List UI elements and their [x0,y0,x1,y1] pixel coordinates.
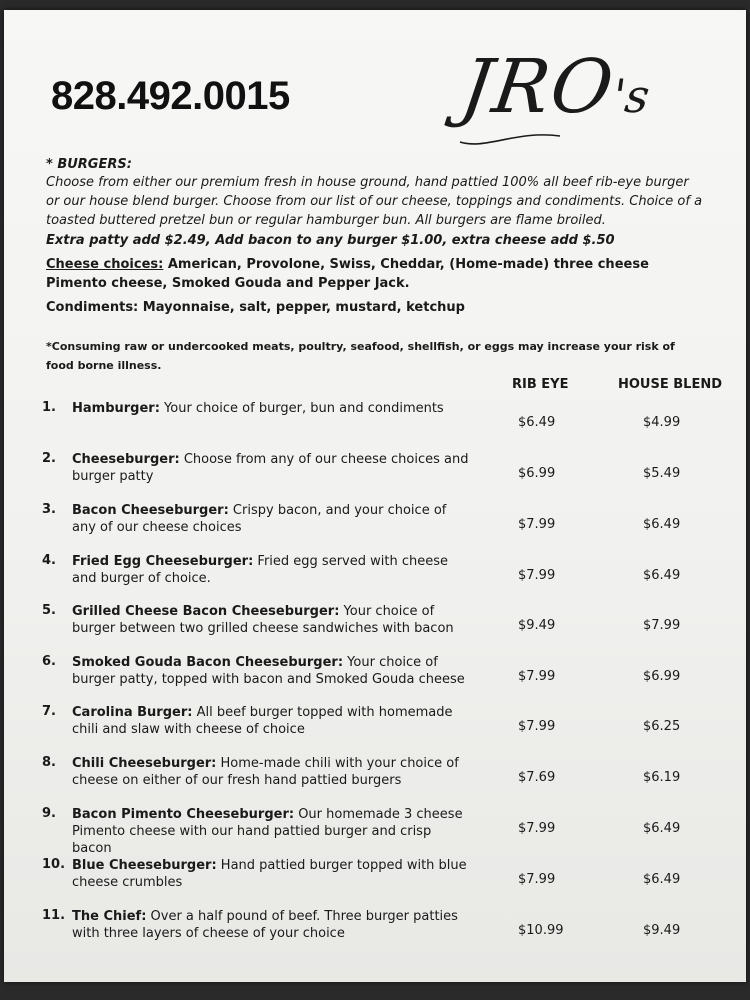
item-number: 8. [42,755,56,770]
item-name: Chili Cheeseburger: [72,756,217,771]
burgers-heading: * BURGERS: [46,157,132,172]
cheese-choices-label: Cheese choices: [46,257,164,272]
item-number: 10. [42,857,66,872]
item-price-rib-eye: $7.99 [518,517,556,532]
item-price-house-blend: $6.25 [643,719,681,734]
item-name: Smoked Gouda Bacon Cheeseburger: [72,655,344,670]
item-price-house-blend: $6.99 [643,669,681,684]
item-description [72,704,472,738]
menu-page [4,10,746,982]
menu-item [4,553,746,593]
item-description [72,857,472,891]
menu-item [4,502,746,542]
item-description [72,806,472,857]
item-detail: Fried egg served with cheese and burger of choice. [72,554,448,586]
menu-item [4,603,746,643]
menu-item [4,806,746,856]
item-description [72,603,472,637]
column-header-house-blend: HOUSE BLEND [618,377,722,392]
item-price-house-blend: $9.49 [643,923,681,938]
item-detail: Choose from any of our cheese choices and burger patty [72,452,469,484]
item-price-rib-eye: $7.99 [518,821,556,836]
item-description [72,502,472,536]
menu-item [4,908,746,948]
item-price-house-blend: $6.49 [643,872,681,887]
item-description [72,400,472,417]
item-name: The Chief: [72,909,147,924]
item-price-rib-eye: $7.99 [518,872,556,887]
item-price-house-blend: $7.99 [643,618,681,633]
item-name: Fried Egg Cheeseburger: [72,554,254,569]
item-detail: Your choice of burger patty, topped with bacon and Smoked Gouda cheese [72,655,465,687]
item-price-rib-eye: $10.99 [518,923,564,938]
item-price-rib-eye: $7.99 [518,719,556,734]
item-number: 9. [42,806,56,821]
item-name: Bacon Pimento Cheeseburger: [72,807,295,822]
item-detail: Crispy bacon, and your choice of any of our cheese choices [72,503,447,535]
menu-item [4,857,746,897]
item-description [72,755,472,789]
item-description [72,654,472,688]
item-detail: Over a half pound of beef. Three burger patties with three layers of cheese of your choice [72,909,458,941]
logo-text: JRO [455,44,621,130]
item-detail: Hand pattied burger topped with blue cheese crumbles [72,858,467,890]
menu-item [4,654,746,694]
logo-swash-icon [456,128,566,150]
condiments: Condiments: Mayonnaise, salt, pepper, mustard, ketchup [46,300,465,315]
menu-item [4,400,746,440]
item-price-house-blend: $6.49 [643,568,681,583]
item-detail: Your choice of burger, bun and condiments [159,401,444,416]
item-name: Grilled Cheese Bacon Cheeseburger: [72,604,340,619]
item-price-house-blend: $5.49 [643,466,681,481]
item-name: Hamburger: [72,401,160,416]
burgers-extras: Extra patty add $2.49, Add bacon to any burger $1.00, extra cheese add $.50 [46,233,615,248]
item-price-rib-eye: $7.99 [518,568,556,583]
item-name: Carolina Burger: [72,705,193,720]
item-price-house-blend: $6.49 [643,517,681,532]
item-price-rib-eye: $7.69 [518,770,556,785]
item-price-rib-eye: $7.99 [518,669,556,684]
item-price-house-blend: $6.19 [643,770,681,785]
item-number: 4. [42,553,56,568]
item-detail: Home-made chili with your choice of cheese on either of our fresh hand pattied burgers [72,756,459,788]
item-number: 7. [42,704,56,719]
item-detail: Our homemade 3 cheese Pimento cheese with our hand pattied burger and crisp bacon [72,807,463,856]
item-number: 2. [42,451,56,466]
cheese-choices-list: American, Provolone, Swiss, Cheddar, (Home-made) three cheese Pimento cheese, Smoked Gouda and Pepper Jack. [46,257,649,291]
item-description [72,553,472,587]
item-detail: All beef burger topped with homemade chili and slaw with cheese of choice [72,705,453,737]
item-number: 1. [42,400,56,415]
item-name: Blue Cheeseburger: [72,858,217,873]
phone-number: 828.492.0015 [51,74,290,118]
food-safety-warning: *Consuming raw or undercooked meats, poultry, seafood, shellfish, or eggs may increase your risk of food borne illness. [46,340,675,372]
item-description [72,451,472,485]
item-number: 5. [42,603,56,618]
item-description [72,908,472,942]
menu-item [4,704,746,744]
burgers-intro: Choose from either our premium fresh in house ground, hand pattied 100% all beef rib-eye burger or our house blend burger. Choose from our list of our cheese, toppings and condiments. Choice of a toasted buttered pretzel bun or regular hamburger bun. All burgers are flame broiled. [46,175,703,228]
item-name: Bacon Cheeseburger: [72,503,229,518]
logo-tail: 's [609,69,653,123]
item-price-rib-eye: $6.49 [518,415,556,430]
menu-item [4,755,746,795]
column-header-rib-eye: RIB EYE [512,377,569,392]
item-price-rib-eye: $9.49 [518,618,556,633]
cheese-choices [46,255,706,293]
menu-item [4,451,746,491]
item-name: Cheeseburger: [72,452,180,467]
restaurant-logo [456,44,656,130]
item-number: 11. [42,908,66,923]
item-price-rib-eye: $6.99 [518,466,556,481]
item-number: 3. [42,502,56,517]
item-price-house-blend: $6.49 [643,821,681,836]
item-detail: Your choice of burger between two grilled cheese sandwiches with bacon [72,604,454,636]
item-number: 6. [42,654,56,669]
item-price-house-blend: $4.99 [643,415,681,430]
